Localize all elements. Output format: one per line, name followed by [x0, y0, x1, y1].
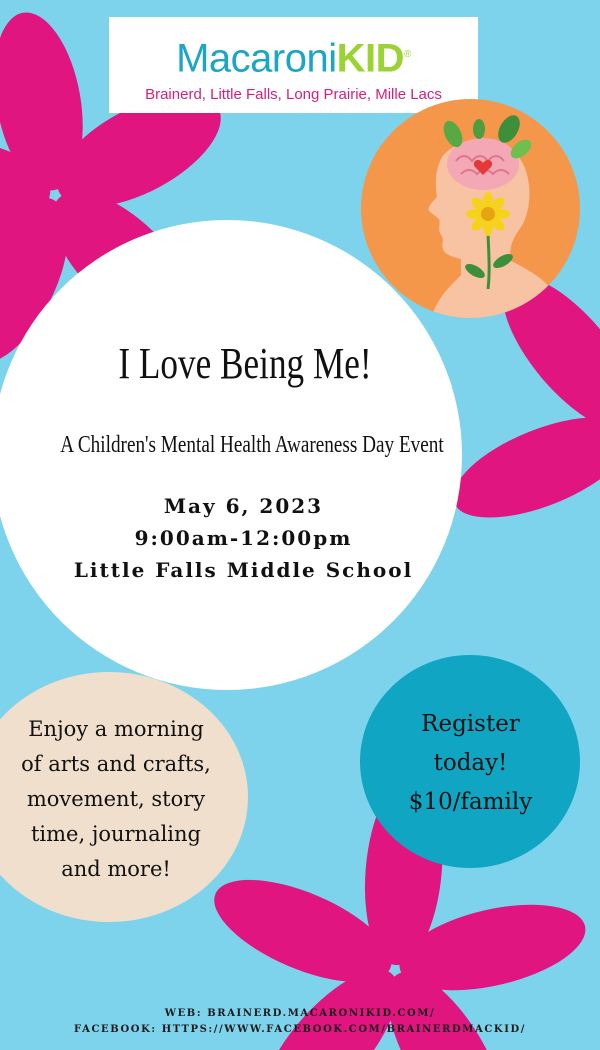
event-location: Little Falls Middle School — [73, 558, 414, 582]
logo-brand-accent: KID — [336, 36, 405, 81]
activities-line: Enjoy a morning — [28, 717, 204, 741]
activities-line: and more! — [61, 857, 171, 881]
register-line: today! — [433, 750, 508, 776]
activities-text — [0, 712, 232, 887]
event-subtitle: A Children's Mental Health Awareness Day Event — [60, 432, 444, 458]
mental-health-head-illustration — [361, 99, 580, 318]
head-silhouette-icon — [361, 99, 580, 318]
register-text[interactable] — [368, 705, 573, 822]
footer-links — [0, 1006, 600, 1038]
footer-facebook-link[interactable]: FACEBOOK: HTTPS://WWW.FACEBOOK.COM/BRAINERDMACKID/ — [73, 1024, 526, 1035]
event-details — [0, 490, 487, 586]
register-line: Register — [421, 711, 520, 737]
logo-locations: Brainerd, Little Falls, Long Prairie, Mille Lacs — [145, 86, 442, 104]
macaroni-kid-logo[interactable] — [109, 17, 478, 113]
event-date: May 6, 2023 — [163, 494, 324, 518]
logo-wordmark — [109, 33, 478, 80]
logo-trademark: ® — [404, 49, 411, 60]
event-title: I Love Being Me! — [118, 339, 372, 388]
activities-line: movement, story — [26, 787, 206, 811]
footer-web-link[interactable]: WEB: BRAINERD.MACARONIKID.COM/ — [164, 1008, 436, 1019]
register-price: $10/family — [408, 789, 533, 815]
activities-line: of arts and crafts, — [21, 752, 211, 776]
activities-line: time, journaling — [30, 822, 201, 846]
logo-brand-main: Macaroni — [176, 36, 337, 81]
event-time: 9:00am-12:00pm — [134, 526, 353, 550]
